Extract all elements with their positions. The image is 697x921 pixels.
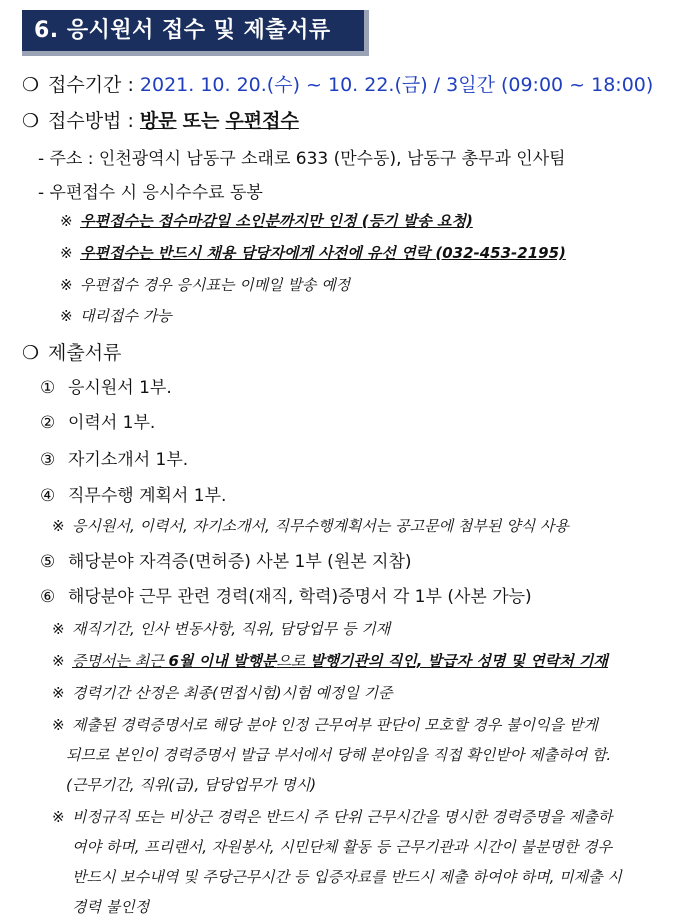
note-mark: ※ xyxy=(60,307,73,325)
note-text-pre: 증명서는 최근 xyxy=(72,652,169,670)
note-text: 우편접수는 반드시 채용 담당자에게 사전에 유선 연락 (032-453-2195) xyxy=(80,244,566,262)
method-row xyxy=(22,106,299,133)
note-mark: ※ xyxy=(60,244,73,262)
note-text: 재직기간, 인사 변동사항, 직위, 담당업무 등 기재 xyxy=(72,620,391,638)
method-visit: 방문 xyxy=(139,110,177,132)
note-phone xyxy=(60,242,566,263)
doc-item xyxy=(40,547,412,572)
docs-heading xyxy=(22,338,121,365)
doc-item xyxy=(40,445,188,470)
doc-text: 응시원서 1부. xyxy=(68,378,172,398)
note-text: 대리접수 가능 xyxy=(80,307,172,325)
note-period-basis xyxy=(52,682,393,703)
doc-text: 해당분야 자격증(면허증) 사본 1부 (원본 지참) xyxy=(68,552,412,572)
doc-text: 이력서 1부. xyxy=(68,413,156,433)
doc-item xyxy=(40,582,532,607)
note-irregular-cont: 반드시 보수내역 및 주당근무시간 등 입증자료를 반드시 제출 하여야 하며, 미제출 시 xyxy=(72,868,622,886)
note-career-items xyxy=(52,618,390,639)
note-certificate xyxy=(52,650,608,671)
note-unclear-career xyxy=(52,714,598,735)
note-text-post: 발행기관의 직인, 발급자 성명 및 연락처 기재 xyxy=(310,652,608,670)
note-irregular-cont: 여야 하며, 프리랜서, 자원봉사, 시민단체 활동 등 근무기관과 시간이 불분명한 경우 xyxy=(72,838,613,856)
postal-line: - 우편접수 시 응시수수료 동봉 xyxy=(38,183,263,203)
note-unclear-career-cont: (근무기간, 직위(급), 담당업무가 명시) xyxy=(66,776,317,794)
note-mark: ※ xyxy=(52,652,65,670)
doc-number: ④ xyxy=(40,486,56,506)
note-text: 우편접수 경우 응시표는 이메일 발송 예정 xyxy=(80,276,351,294)
note-text: 비정규직 또는 비상근 경력은 반드시 주 단위 근무시간을 명시한 경력증명을 제출하 xyxy=(72,808,613,826)
method-label: 접수방법 : xyxy=(48,110,134,132)
note-text: 제출된 경력증명서로 해당 분야 인정 근무여부 판단이 모호할 경우 불이익을 받게 xyxy=(72,716,598,734)
address-line: - 주소 : 인천광역시 남동구 소래로 633 (만수동), 남동구 총무과 인사팀 xyxy=(38,149,566,169)
note-proxy xyxy=(60,305,172,326)
note-mark: ※ xyxy=(52,716,65,734)
note-text-bold: 6월 이내 발행분 xyxy=(168,652,277,670)
doc-number: ③ xyxy=(40,450,56,470)
bullet-circle: ❍ xyxy=(22,110,40,132)
doc-text: 자기소개서 1부. xyxy=(68,450,189,470)
note-irregular-cont: 경력 불인정 xyxy=(72,898,150,916)
note-text: 우편접수는 접수마감일 소인분까지만 인정 (등기 발송 요청) xyxy=(80,212,473,230)
doc-text: 직무수행 계획서 1부. xyxy=(68,486,227,506)
note-mark: ※ xyxy=(52,684,65,702)
bullet-circle: ❍ xyxy=(22,342,40,364)
note-email xyxy=(60,274,350,295)
method-or: 또는 xyxy=(182,110,220,132)
doc-number: ⑤ xyxy=(40,552,56,572)
note-text: 경력기간 산정은 최종(면접시험)시험 예정일 기준 xyxy=(72,684,393,702)
period-value: 2021. 10. 20.(수) ~ 10. 22.(금) / 3일간 (09:00 ~ 18:00) xyxy=(139,74,654,96)
note-unclear-career-cont: 되므로 본인이 경력증명서 발급 부서에서 당해 분야임을 직접 확인받아 제출하여 함. xyxy=(66,746,612,764)
note-mark: ※ xyxy=(60,276,73,294)
doc-number: ⑥ xyxy=(40,587,56,607)
doc-number: ① xyxy=(40,378,56,398)
method-mail: 우편접수 xyxy=(225,110,299,132)
section-title: 6. 응시원서 접수 및 제출서류 xyxy=(22,10,369,56)
doc-number: ② xyxy=(40,413,56,433)
doc-item xyxy=(40,481,226,506)
note-mark: ※ xyxy=(60,212,73,230)
note-mark: ※ xyxy=(52,620,65,638)
doc-text: 해당분야 근무 관련 경력(재직, 학력)증명서 각 1부 (사본 가능) xyxy=(68,587,532,607)
period-row xyxy=(22,70,653,97)
doc-item xyxy=(40,373,172,398)
note-postmark xyxy=(60,210,473,231)
note-text: 응시원서, 이력서, 자기소개서, 직무수행계획서는 공고문에 첨부된 양식 사용 xyxy=(72,517,569,535)
note-mark: ※ xyxy=(52,517,65,535)
doc-item xyxy=(40,408,155,433)
note-forms xyxy=(52,515,569,536)
note-mark: ※ xyxy=(52,808,65,826)
note-text-mid: 으로 xyxy=(276,652,311,670)
note-irregular xyxy=(52,806,612,827)
bullet-circle: ❍ xyxy=(22,74,40,96)
docs-heading-label: 제출서류 xyxy=(48,342,122,364)
period-label: 접수기간 : xyxy=(48,74,134,96)
